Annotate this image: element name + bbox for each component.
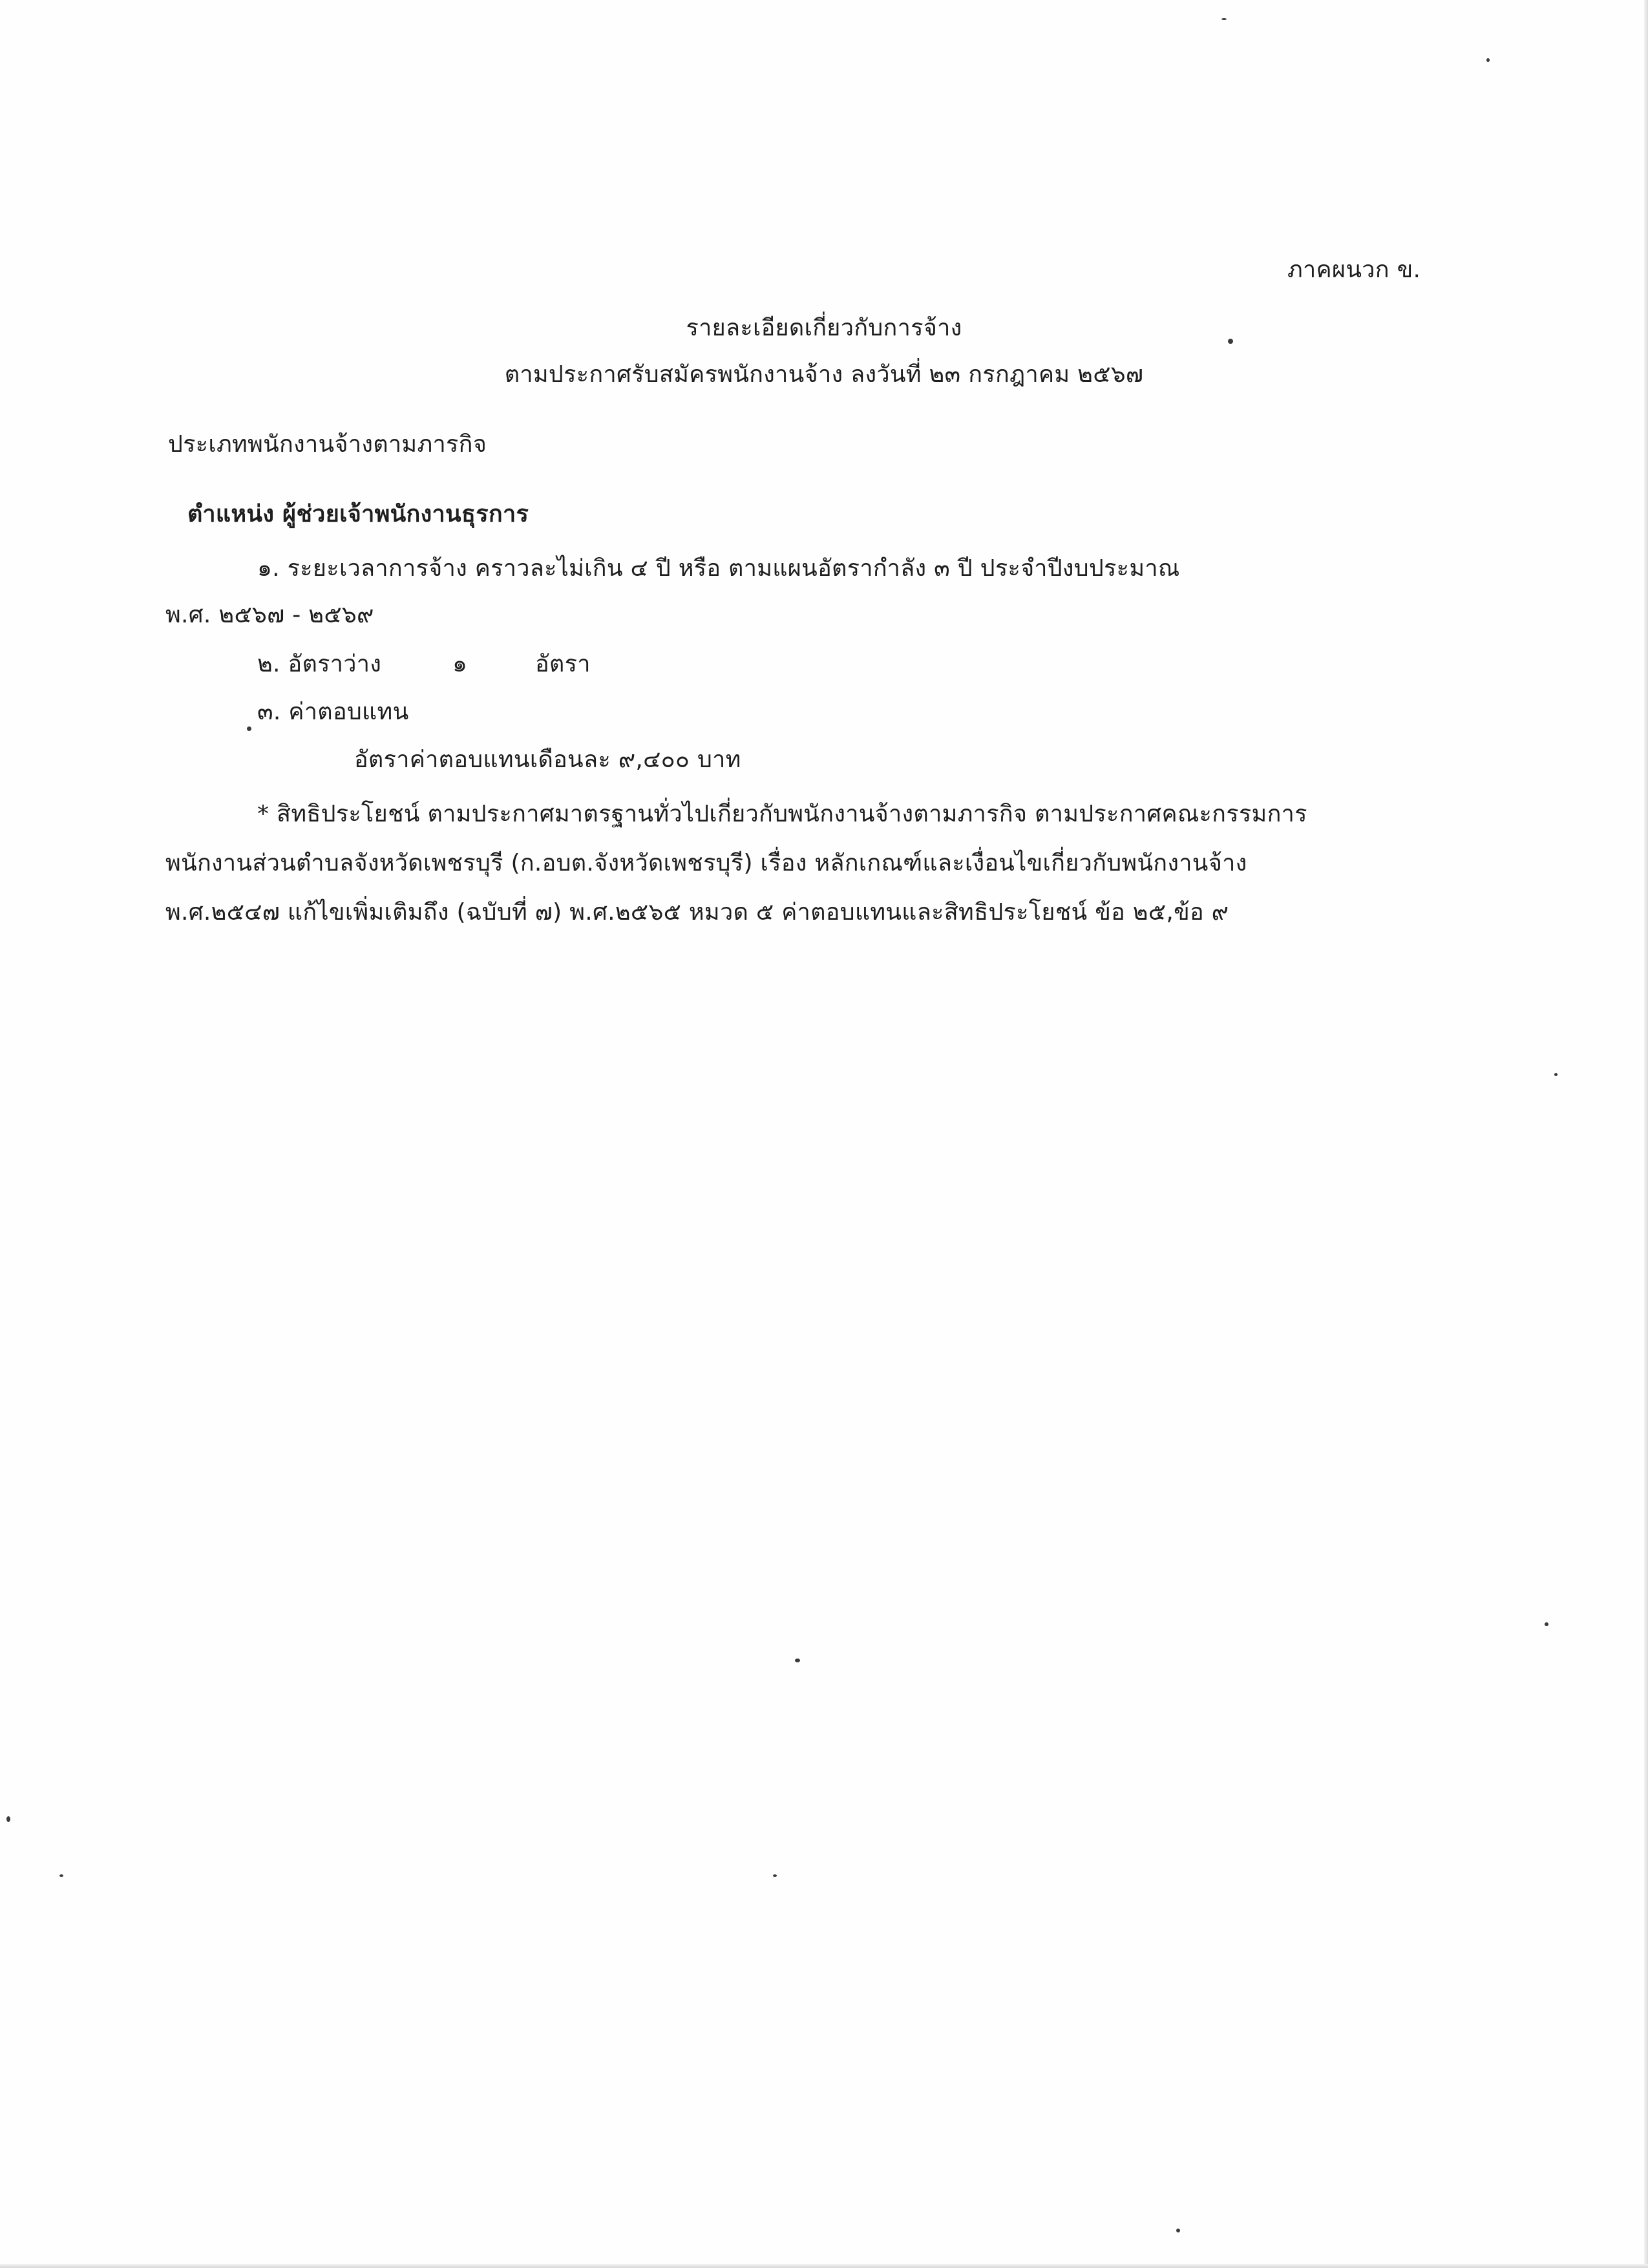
scan-edge-bottom [0, 2264, 1648, 2268]
scan-speck [247, 726, 251, 731]
item-3-label: ๓. ค่าตอบแทน [257, 699, 409, 725]
item-3-detail: อัตราค่าตอบแทนเดือนละ ๙,๔๐๐ บาท [354, 747, 741, 773]
scan-speck [1176, 2229, 1180, 2232]
item-1-line-1: ๑. ระยะเวลาการจ้าง คราวละไม่เกิน ๔ ปี หรือ ตามแผนอัตรากำลัง ๓ ปี ประจำปีงบประมาณ [257, 555, 1180, 582]
note-line-2: พนักงานส่วนตำบลจังหวัดเพชรบุรี (ก.อบต.จังหวัดเพชรบุรี) เรื่อง หลักเกณฑ์และเงื่อนไขเกี่ยวกับพนักงานจ้าง [165, 850, 1247, 876]
scan-edge-right [1644, 0, 1648, 2268]
item-2-label: ๒. อัตราว่าง [257, 651, 382, 677]
position-heading: ตำแหน่ง ผู้ช่วยเจ้าพนักงานธุรการ [187, 501, 529, 527]
scan-speck [1545, 1622, 1548, 1626]
note-line-3: พ.ศ.๒๕๔๗ แก้ไขเพิ่มเติมถึง (ฉบับที่ ๗) พ.ศ.๒๕๖๕ หมวด ๕ ค่าตอบแทนและสิทธิประโยชน์ ข้อ ๒๕,ข้อ ๙ [165, 899, 1229, 926]
appendix-label: ภาคผนวก ข. [1287, 257, 1421, 283]
scan-speck [1221, 18, 1227, 20]
title-line-2: ตามประกาศรับสมัครพนักงานจ้าง ลงวันที่ ๒๓ กรกฎาคม ๒๕๖๗ [504, 361, 1144, 388]
item-2-count: ๑ [452, 651, 468, 677]
item-1-line-2: พ.ศ. ๒๕๖๗ - ๒๕๖๙ [165, 602, 374, 628]
scan-speck [773, 1874, 777, 1877]
scan-speck [1228, 339, 1233, 344]
scan-speck [1486, 58, 1490, 62]
scan-speck [795, 1659, 800, 1662]
item-2-unit: อัตรา [535, 651, 591, 677]
note-line-1: * สิทธิประโยชน์ ตามประกาศมาตรฐานทั่วไปเกี่ยวกับพนักงานจ้างตามภารกิจ ตามประกาศคณะกรรมการ [257, 801, 1307, 827]
scan-speck [59, 1874, 63, 1877]
scan-speck [1554, 1073, 1558, 1076]
scan-speck [6, 1816, 10, 1822]
title-line-1: รายละเอียดเกี่ยวกับการจ้าง [686, 315, 962, 341]
employee-type-heading: ประเภทพนักงานจ้างตามภารกิจ [168, 431, 487, 458]
